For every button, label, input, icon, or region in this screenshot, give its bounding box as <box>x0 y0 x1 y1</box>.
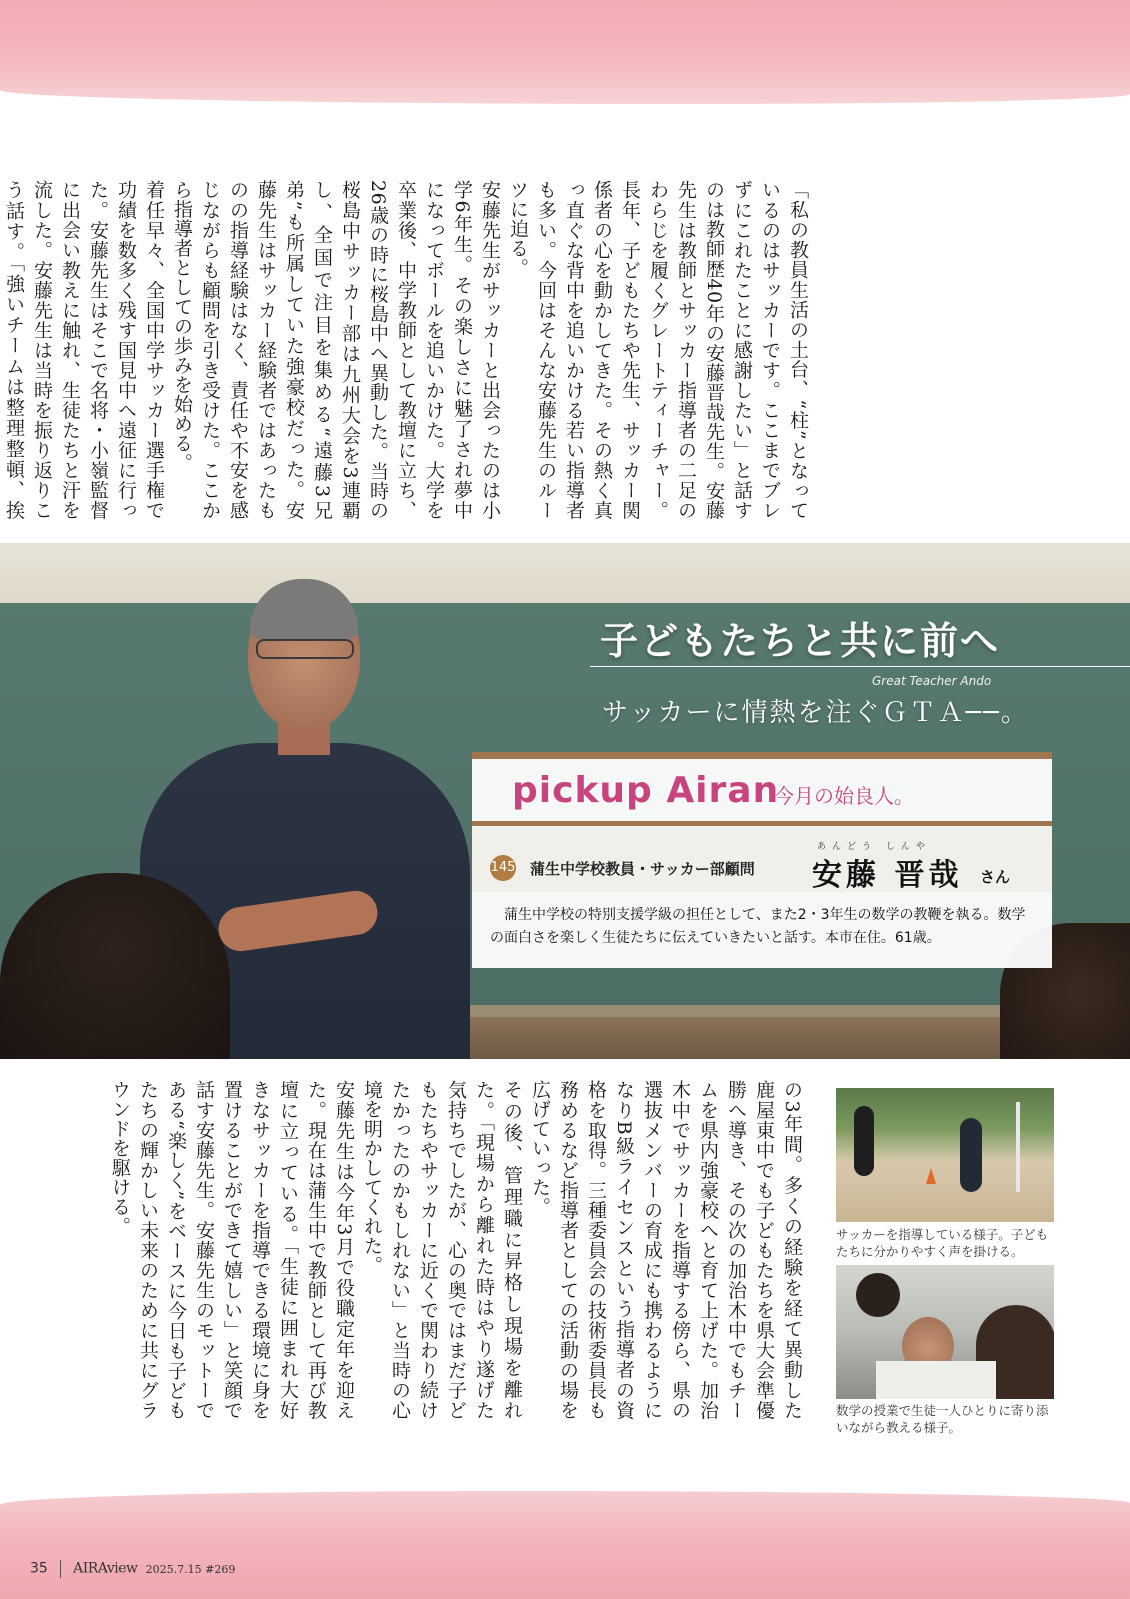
person-honorific: さん <box>980 868 1011 886</box>
magazine-name: AIRAview <box>73 1560 138 1577</box>
headline-rule <box>590 666 1130 667</box>
hero-headline: 子どもたちと共に前へ <box>600 619 1001 663</box>
person-profile: 蒲生中学校の特別支援学級の担任として、また2・3年生の数学の教鞭を執る。数学の面白さを楽しく生徒たちに伝えていきたいと話す。本市在住。61歳。 <box>490 907 1026 946</box>
footer-separator <box>60 1560 61 1578</box>
article-bottom <box>90 1080 806 1420</box>
pickup-subtitle: 今月の始良人。 <box>774 784 914 808</box>
coach-figure <box>960 1118 982 1192</box>
person-name: 安藤 晋哉 <box>812 858 963 893</box>
pickup-bar-top <box>472 752 1052 759</box>
article-top-paragraph: 着任早々、全国中学サッカー選手権で功績を数多く残す国見中へ遠征に行った。安藤先生はそこで名将・小嶺監督に出会い教えに触れ、生徒たちと汗を流した。安藤先生は当時を振り返りこう話す。「強いチームは整理整頓、挨 <box>3 180 165 520</box>
person-name-ruby: あんどう しんや <box>817 842 931 852</box>
issue-number-badge: 145 <box>490 855 516 881</box>
page-footer <box>30 1560 235 1578</box>
article-top <box>3 180 812 520</box>
article-bottom-paragraph: その後、管理職に昇格し現場を離れた。「現場から離れた時はやり遂げた気持ちでしたが、心の奥ではまだ子どもたちやサッカーに近くで関わり続けたかったのかもしれない」と当時の心境を明かしてくれた。 <box>361 1080 523 1420</box>
cone-shape <box>926 1168 936 1184</box>
pickup-box <box>472 752 1052 968</box>
page-number: 35 <box>30 1560 48 1577</box>
gta-label: Great Teacher Ando <box>872 674 992 688</box>
bottom-decorative-band <box>0 1491 1130 1599</box>
article-top-paragraph: 安藤先生がサッカーと出会ったのは小学6年生。その楽しさに魅了され夢中になってボールを追いかけた。大学を卒業後、中学教師として教壇に立ち、26歳の時に桜島中へ異動した。当時の桜島中サッカー部は九州大会を3連覇し、全国で注目を集める“遠藤3兄弟”も所属していた強豪校だった。安藤先生はサッカー経験者ではあったものの指導経験はなく、責任や不安を感じながらも顧問を引き受けた。ここから指導者としての歩みを始める。 <box>171 180 501 520</box>
article-bottom-paragraph: 安藤先生は今年3月で役職定年を迎えた。現在は蒲生中で教師として再び教壇に立っている。「生徒に囲まれ大好きなサッカーを指導できる環境に身を置けることができて嬉しい」と笑顔で話す安藤先生。安藤先生のモットーである“楽しく”をベースに今日も子どもたちの輝かしい未来のために共にグラウンドを駆ける。 <box>109 1080 355 1420</box>
hero-subhead: サッカーに情熱を注ぐＧＴＡ──。 <box>602 698 1029 728</box>
player-figure <box>854 1106 874 1176</box>
article-top-paragraph: 「私の教員生活の土台、“柱”となっているのはサッカーです。ここまでブレずにこれたことに感謝したい」と話すのは教師歴40年の安藤晋哉先生。安藤先生は教師とサッカー指導者の二足のわらじを履くグレートティーチャー。長年、子どもたちや先生、サッカー関係者の心を動かしてきた。その熱く真っ直ぐな背中を追いかける若い指導者も多い。今回はそんな安藤先生のルーツに迫る。 <box>507 180 809 520</box>
person-role: 蒲生中学校教員・サッカー部顧問 <box>530 860 755 878</box>
soccer-coaching-photo <box>836 1088 1054 1222</box>
math-class-photo <box>836 1265 1054 1399</box>
goal-post <box>1016 1102 1020 1192</box>
caption-soccer: サッカーを指導している様子。子どもたちに分かりやすく声を掛ける。 <box>836 1227 1049 1259</box>
desk-papers <box>876 1361 996 1399</box>
top-decorative-band <box>0 0 1130 104</box>
article-bottom-paragraph: の3年間。多くの経験を経て異動した鹿屋東中でも子どもたちを県大会準優勝へ導き、その次の加治木中でもチームを県内強豪校へと育て上げた。加治木中でサッカーを指導する傍ら、県の選抜メンバーの育成にも携わるようになりB級ライセンスという指導者の資格を取得。三種委員会の技術委員長も務めるなど指導者としての活動の場を広げていった。 <box>529 1080 803 1420</box>
pickup-title: pickup Airan <box>512 770 780 811</box>
teacher-glasses <box>256 639 354 659</box>
caption-math: 数学の授業で生徒一人ひとりに寄り添いながら教える様子。 <box>836 1403 1049 1435</box>
student-head <box>856 1273 900 1317</box>
issue-info: 2025.7.15 #269 <box>145 1562 236 1576</box>
